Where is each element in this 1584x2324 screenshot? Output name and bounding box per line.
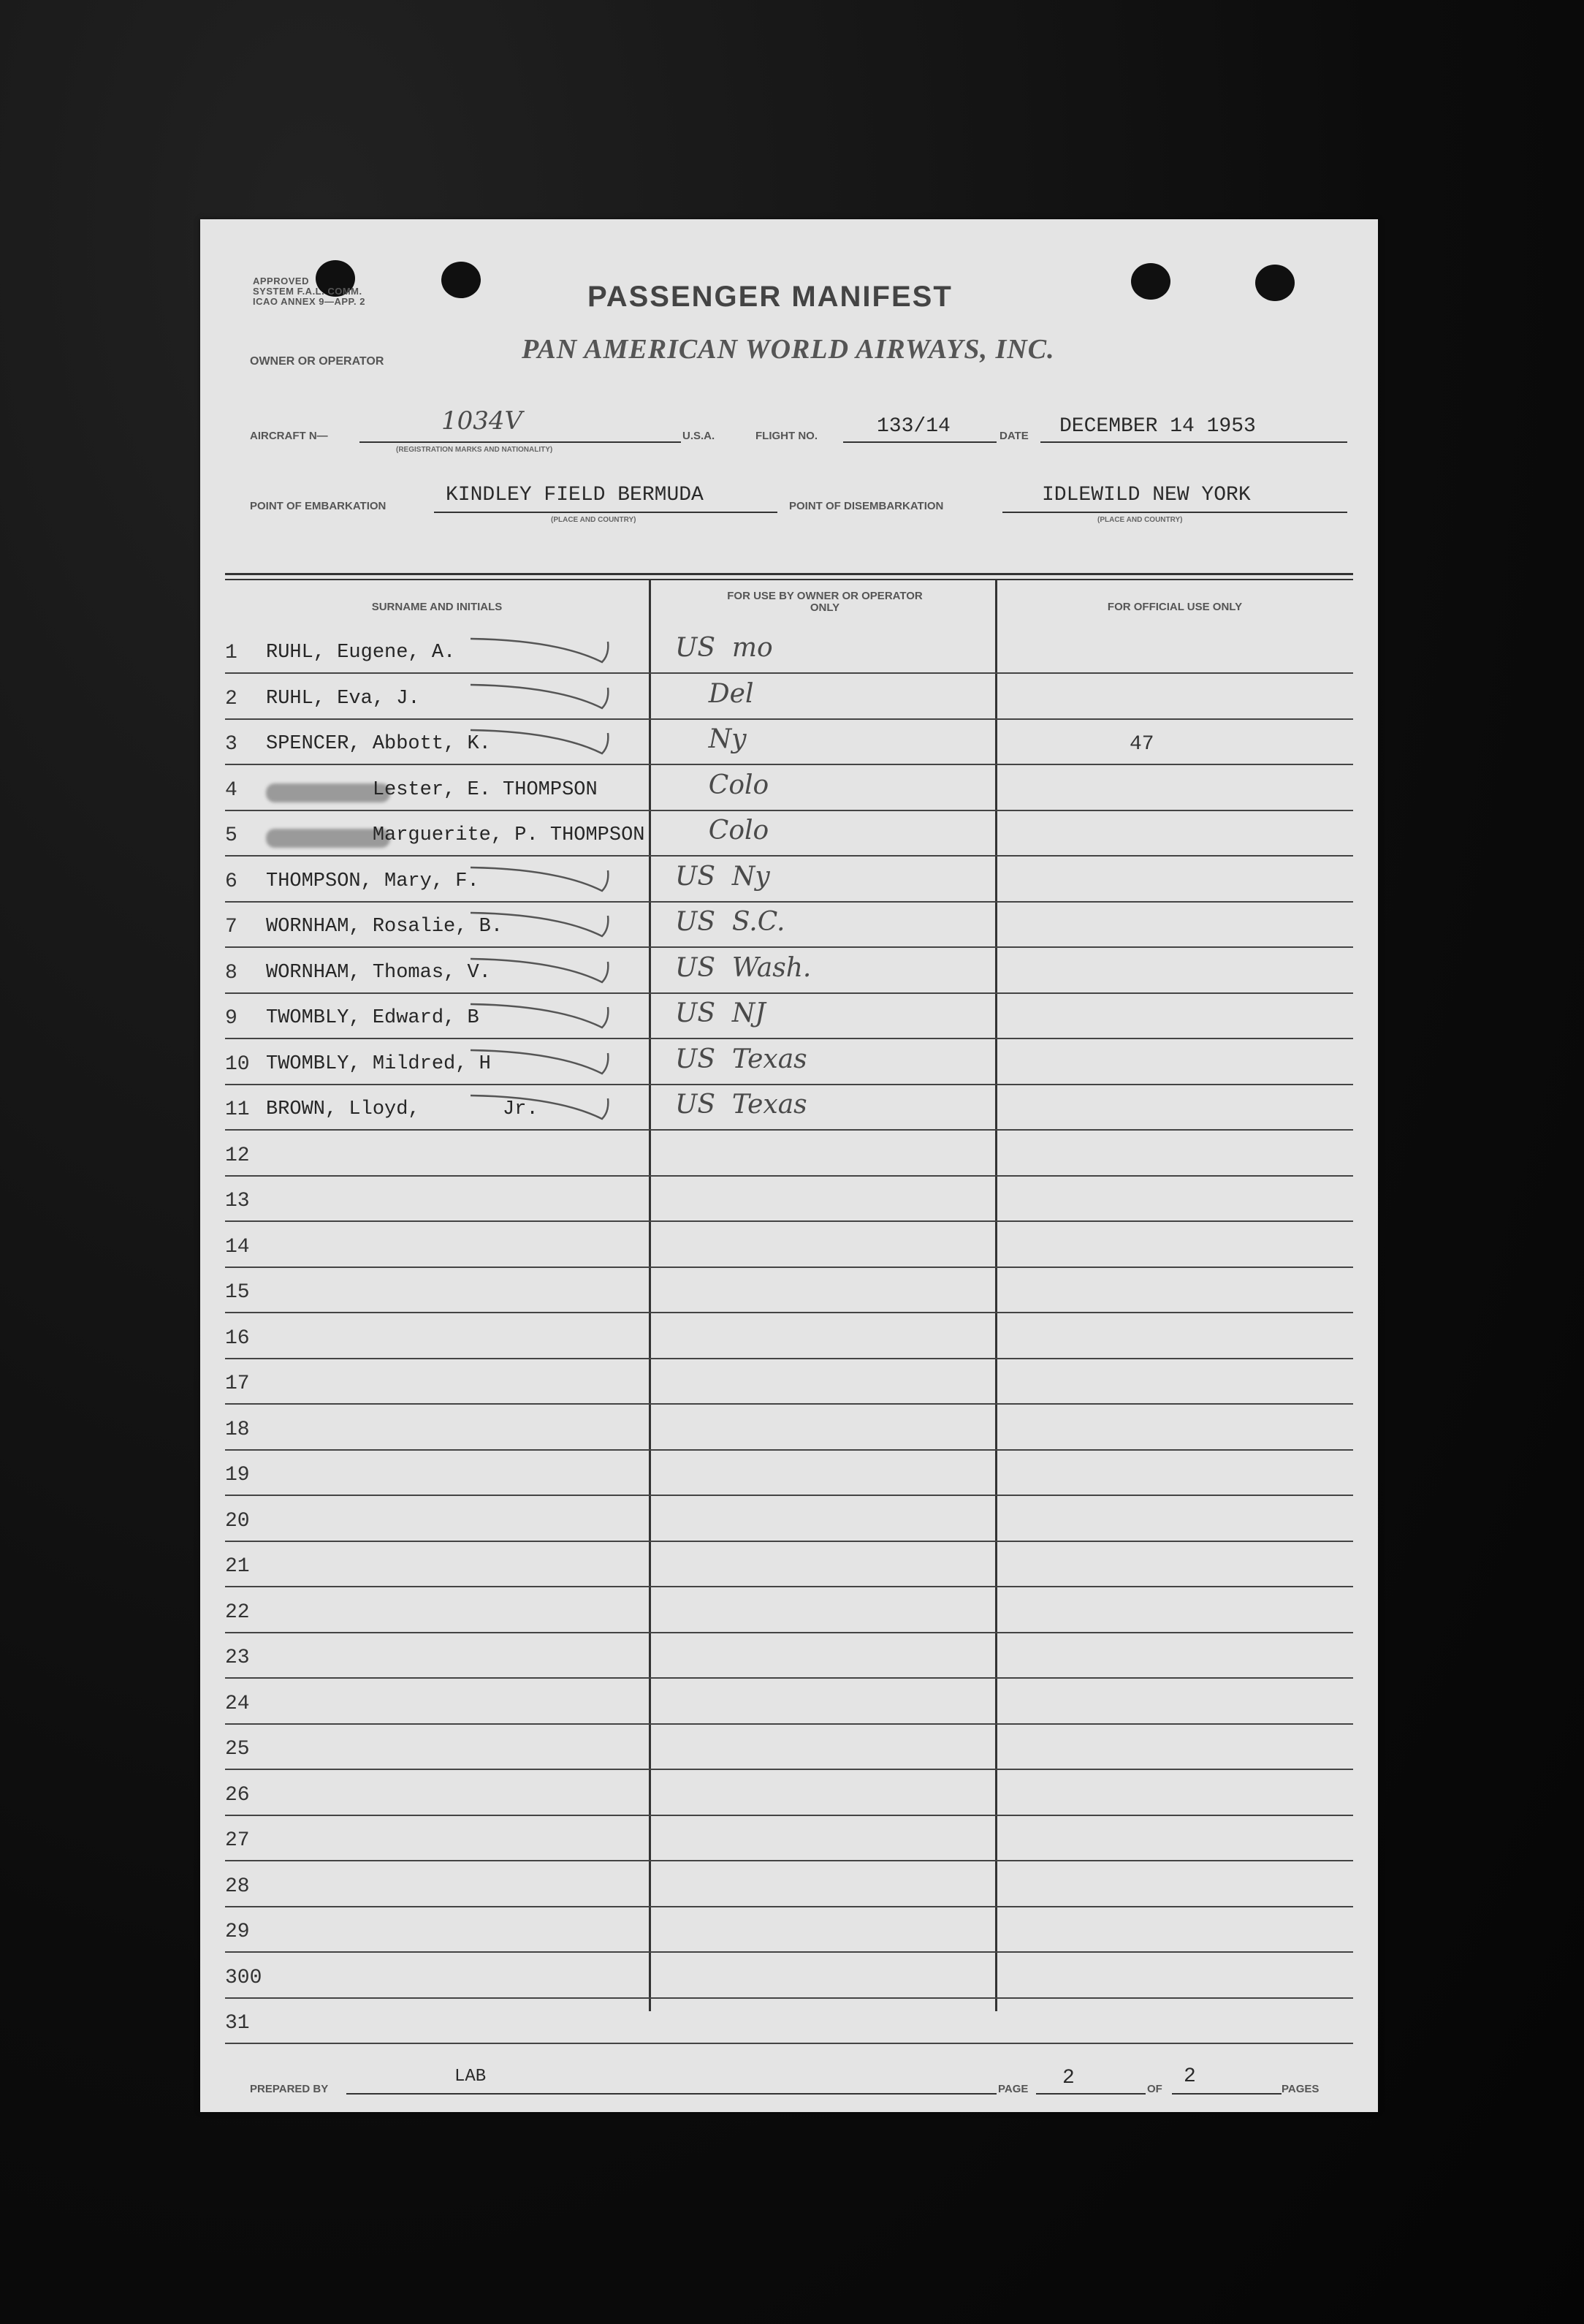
row-rule bbox=[225, 2043, 1353, 2044]
registration-note: (REGISTRATION MARKS AND NATIONALITY) bbox=[396, 446, 553, 454]
prepared-by-value: LAB bbox=[454, 2067, 487, 2086]
pages-label: PAGES bbox=[1282, 2083, 1320, 2095]
usa-label: U.S.A. bbox=[682, 430, 715, 442]
passenger-name: SPENCER, Abbott, K. bbox=[266, 733, 491, 755]
table-row bbox=[200, 1405, 1378, 1451]
table-row bbox=[200, 857, 1378, 903]
table-row bbox=[200, 629, 1378, 674]
check-mark-icon bbox=[558, 953, 617, 994]
row-number: 22 bbox=[225, 1600, 250, 1624]
table-row bbox=[200, 811, 1378, 857]
table-row bbox=[200, 1588, 1378, 1633]
row-number: 19 bbox=[225, 1464, 250, 1486]
check-mark-icon bbox=[558, 907, 617, 948]
table-row bbox=[200, 1953, 1378, 1999]
flight-value: 133/14 bbox=[877, 415, 951, 438]
check-mark-icon bbox=[558, 1090, 617, 1131]
aircraft-value: 1034V bbox=[441, 406, 523, 436]
total-pages: 2 bbox=[1184, 2065, 1196, 2088]
row-number: 1 bbox=[225, 642, 237, 664]
page-number: 2 bbox=[1062, 2067, 1075, 2089]
row-number: 10 bbox=[225, 1052, 250, 1076]
row-number: 24 bbox=[225, 1692, 250, 1715]
row-number: 300 bbox=[225, 1966, 262, 1989]
column-header-operator: FOR USE BY OWNER OR OPERATOR ONLY bbox=[727, 590, 923, 614]
check-mark-icon bbox=[558, 862, 617, 903]
operator-note: Ny bbox=[675, 724, 747, 754]
column-header-surname: SURNAME AND INITIALS bbox=[371, 601, 503, 613]
table-row bbox=[200, 1497, 1378, 1542]
row-number: 13 bbox=[225, 1190, 250, 1212]
check-mark-icon bbox=[558, 724, 617, 765]
row-number: 29 bbox=[225, 1921, 250, 1943]
passenger-name: RUHL, Eva, J. bbox=[266, 687, 420, 710]
of-underline bbox=[1172, 2093, 1282, 2095]
row-number: 9 bbox=[225, 1007, 237, 1030]
punch-hole-4 bbox=[1255, 265, 1295, 301]
row-number: 17 bbox=[225, 1372, 250, 1395]
row-number: 5 bbox=[225, 824, 237, 847]
operator-note: Colo bbox=[675, 816, 769, 846]
row-number: 27 bbox=[225, 1829, 250, 1852]
embarkation-note: (PLACE AND COUNTRY) bbox=[551, 516, 636, 524]
operator-note: US Ny bbox=[675, 861, 770, 892]
row-number: 23 bbox=[225, 1647, 250, 1669]
passenger-name: Lester, E. THOMPSON bbox=[266, 778, 598, 801]
row-number: 18 bbox=[225, 1418, 250, 1441]
table-row bbox=[200, 1131, 1378, 1177]
row-number: 4 bbox=[225, 778, 237, 802]
punch-hole-2 bbox=[441, 262, 481, 298]
table-top-rule bbox=[225, 573, 1353, 575]
row-number: 2 bbox=[225, 687, 237, 710]
operator-note: US Texas bbox=[675, 1044, 807, 1074]
company-name: PAN AMERICAN WORLD AIRWAYS, INC. bbox=[522, 334, 1055, 365]
row-number: 20 bbox=[225, 1509, 250, 1533]
passenger-name: BROWN, Lloyd, Jr. bbox=[266, 1098, 538, 1120]
table-row bbox=[200, 1771, 1378, 1816]
disembarkation-underline bbox=[1002, 512, 1347, 513]
row-number: 15 bbox=[225, 1281, 250, 1304]
check-mark-icon bbox=[558, 1044, 617, 1085]
page-underline bbox=[1036, 2093, 1146, 2095]
table-row bbox=[200, 1040, 1378, 1085]
approval-line-3: ICAO ANNEX 9—APP. 2 bbox=[253, 296, 365, 307]
row-number: 26 bbox=[225, 1783, 250, 1807]
table-row bbox=[200, 1999, 1378, 2044]
passenger-name: RUHL, Eugene, A. bbox=[266, 642, 456, 664]
prepared-by-label: PREPARED BY bbox=[250, 2083, 329, 2095]
check-mark-icon bbox=[558, 679, 617, 720]
table-row bbox=[200, 1223, 1378, 1268]
passenger-name: WORNHAM, Thomas, V. bbox=[266, 961, 491, 984]
flight-label: FLIGHT NO. bbox=[755, 430, 818, 442]
table-top-rule-2 bbox=[225, 579, 1353, 580]
embarkation-label: POINT OF EMBARKATION bbox=[250, 500, 387, 512]
passenger-name: THOMPSON, Mary, F. bbox=[266, 870, 479, 892]
approval-stamp bbox=[253, 276, 365, 307]
passenger-name: TWOMBLY, Mildred, H bbox=[266, 1052, 491, 1075]
operator-note: US mo bbox=[675, 633, 773, 663]
table-row bbox=[200, 1907, 1378, 1953]
table-row bbox=[200, 766, 1378, 811]
page-title: PASSENGER MANIFEST bbox=[587, 281, 953, 313]
page-label: PAGE bbox=[998, 2083, 1029, 2095]
table-row bbox=[200, 1268, 1378, 1313]
row-number: 31 bbox=[225, 2012, 250, 2035]
manifest-page bbox=[200, 219, 1378, 2112]
row-number: 7 bbox=[225, 916, 237, 938]
row-number: 14 bbox=[225, 1235, 250, 1258]
prepared-by-underline bbox=[346, 2093, 997, 2095]
date-underline bbox=[1040, 441, 1347, 443]
table-row bbox=[200, 675, 1378, 720]
table-row bbox=[200, 1633, 1378, 1679]
row-number: 25 bbox=[225, 1738, 250, 1761]
table-row bbox=[200, 1542, 1378, 1587]
table-row bbox=[200, 1862, 1378, 1907]
table-row bbox=[200, 949, 1378, 994]
table-row bbox=[200, 1679, 1378, 1725]
disembarkation-value: IDLEWILD NEW YORK bbox=[1042, 484, 1251, 506]
check-mark-icon bbox=[558, 998, 617, 1039]
of-label: OF bbox=[1147, 2083, 1162, 2095]
table-row bbox=[200, 1725, 1378, 1770]
passenger-name: Marguerite, P. THOMPSON bbox=[266, 824, 645, 846]
table-row bbox=[200, 1314, 1378, 1359]
disembarkation-label: POINT OF DISEMBARKATION bbox=[789, 500, 944, 512]
operator-note: Del bbox=[675, 678, 754, 709]
table-row bbox=[200, 720, 1378, 765]
table-row bbox=[200, 1816, 1378, 1861]
owner-label: OWNER OR OPERATOR bbox=[250, 355, 384, 368]
row-number: 16 bbox=[225, 1326, 250, 1350]
table-row bbox=[200, 903, 1378, 948]
operator-note: US Wash. bbox=[675, 952, 812, 983]
passenger-name: WORNHAM, Rosalie, B. bbox=[266, 916, 503, 938]
table-row bbox=[200, 1177, 1378, 1222]
operator-note: Colo bbox=[675, 770, 769, 800]
operator-note: US Texas bbox=[675, 1090, 807, 1120]
approval-line-2: SYSTEM F.A.L. COMM. bbox=[253, 286, 362, 297]
operator-note: US S.C. bbox=[675, 907, 785, 937]
embarkation-underline bbox=[434, 512, 777, 513]
row-number: 8 bbox=[225, 961, 237, 984]
column-header-official: FOR OFFICIAL USE ONLY bbox=[1107, 601, 1243, 613]
date-value: DECEMBER 14 1953 bbox=[1059, 415, 1256, 438]
passenger-name: TWOMBLY, Edward, B bbox=[266, 1007, 479, 1029]
table-row bbox=[200, 994, 1378, 1039]
official-note: 47 bbox=[1130, 733, 1154, 756]
check-mark-icon bbox=[558, 633, 617, 674]
approval-line-1: APPROVED bbox=[253, 276, 309, 286]
row-number: 12 bbox=[225, 1144, 250, 1167]
table-row bbox=[200, 1359, 1378, 1405]
table-row bbox=[200, 1451, 1378, 1496]
table-row bbox=[200, 1085, 1378, 1131]
row-number: 21 bbox=[225, 1555, 250, 1578]
punch-hole-3 bbox=[1131, 263, 1170, 300]
row-number: 28 bbox=[225, 1875, 250, 1898]
embarkation-value: KINDLEY FIELD BERMUDA bbox=[446, 484, 704, 506]
date-label: DATE bbox=[999, 430, 1029, 442]
row-number: 3 bbox=[225, 733, 237, 756]
aircraft-label: AIRCRAFT N— bbox=[250, 430, 328, 442]
disembarkation-note: (PLACE AND COUNTRY) bbox=[1097, 516, 1183, 524]
flight-underline bbox=[843, 441, 997, 443]
row-number: 11 bbox=[225, 1098, 250, 1121]
aircraft-underline bbox=[359, 441, 681, 443]
operator-note: US NJ bbox=[675, 998, 766, 1028]
row-number: 6 bbox=[225, 870, 237, 893]
